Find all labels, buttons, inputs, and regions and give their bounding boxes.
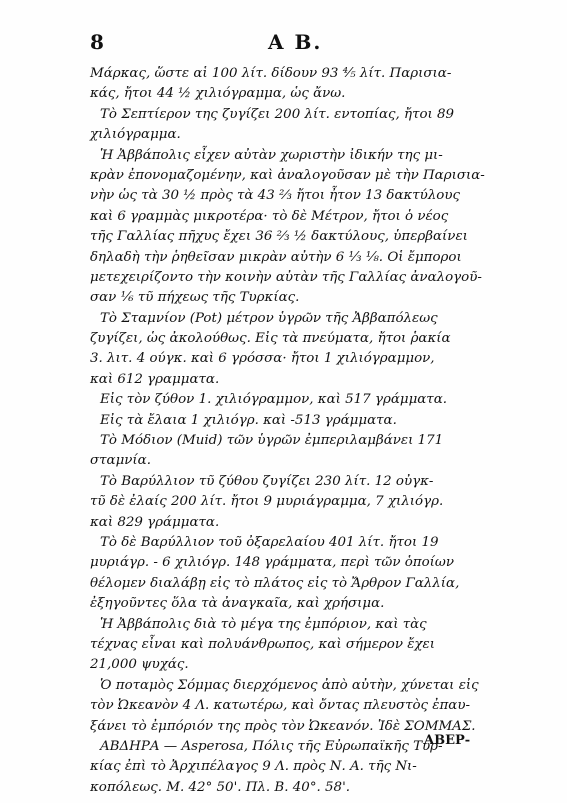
text-line: σαν ⅙ τῦ πήχεως τῆς Τυρκίας. <box>90 290 300 306</box>
text-line: Τὸ Μόδιον (Muid) τῶν ὑγρῶν ἐμπεριλαμβάνει 171 <box>100 433 444 449</box>
text-line: Ἡ Ἀββάπολις εἶχεν αὐτὰν χωριστὴν ἰδικήν της μι- <box>100 147 443 163</box>
text-line: νὴν ὡς τὰ 30 ½ πρὸς τὰ 43 ⅔ ἤτοι ἦτον 13 δακτύλους <box>90 188 461 204</box>
text-line: χιλιόγραμμα. <box>90 127 181 143</box>
text-line: ζυγίζει, ὡς ἀκολούθως. Εἰς τὰ πνεύματα, ἤτοι ῥακία <box>90 331 451 347</box>
text-line: μετεχειρίζοντο τὴν κοινὴν αὐτὰν τῆς Γαλλίας ἀναλογοῦ- <box>90 269 482 285</box>
text-line: κοπόλεως. Μ. 42° 50'. Πλ. Β. 40°. 58'. <box>90 779 351 795</box>
text-line: τέχνας εἶναι καὶ πολυάνθρωπος, καὶ σήμερον ἔχει <box>90 636 435 652</box>
page-number: 8 <box>90 30 104 54</box>
text-line: Εἰς τὰ ἔλαια 1 χιλιόγρ. καὶ -513 γράμματα. <box>100 412 397 428</box>
text-line: μυριάγρ. - 6 χιλιόγρ. 148 γράμματα, περὶ τῶν ὁποίων <box>90 555 454 571</box>
text-line: Μάρκας, ὥστε αἱ 100 λίτ. δίδουν 93 ⅘ λίτ. Παρισια- <box>90 66 452 81</box>
text-line: καὶ 6 γραμμὰς μικροτέρα· τὸ δὲ Μέτρον, ἤτοι ὁ νέος <box>90 208 449 224</box>
catchword: ΑΒΕΡ- <box>424 733 471 748</box>
text-line: Ὁ ποταμὸς Σόμμας διερχόμενος ἀπὸ αὐτὴν, χύνεται εἰς <box>100 677 479 693</box>
text-line: ΑΒΔΗΡΑ — Asperosa, Πόλις τῆς Εὐρωπαϊκῆς Τυρ- <box>100 738 443 754</box>
page-header <box>90 30 510 60</box>
running-head: Α Β. <box>268 30 323 54</box>
text-line: κάς, ἤτοι 44 ½ χιλιόγραμμα, ὡς ἄνω. <box>90 86 346 102</box>
text-line: σταμνία. <box>90 453 151 469</box>
text-line: Εἰς τὸν ζύθον 1. χιλιόγραμμον, καὶ 517 γράμματα. <box>100 392 448 408</box>
text-line: θέλομεν διαλάβῃ εἰς τὸ πλάτος εἰς τὸ Ἄρθρον Γαλλία, <box>90 575 460 591</box>
text-line: Ἡ Ἀββάπολις διὰ τὸ μέγα της ἐμπόριον, καὶ τὰς <box>100 616 427 632</box>
text-line: Τὸ Σταμνίον (Pot) μέτρον ὑγρῶν τῆς Ἀββαπόλεως <box>100 310 438 326</box>
text-line: ξάνει τὸ ἐμπόριόν της πρὸς τὸν Ὠκεανόν. Ἰδὲ ΣΟΜΜΑΣ. <box>90 718 476 734</box>
text-line: δηλαδὴ τὴν ῥηθεῖσαν μικρὰν αὐτὴν 6 ⅓ ⅛. Οἱ ἔμποροι <box>90 249 462 265</box>
text-line: Τὸ δὲ Βαρύλλιον τοῦ ὀξαρελαίου 401 λίτ. ἤτοι 19 <box>100 534 439 550</box>
text-line: Τὸ Σεπτίερον της ζυγίζει 200 λίτ. εντοπίας, ἤτοι 89 <box>100 106 455 122</box>
text-line: Τὸ Βαρύλλιον τῦ ζύθου ζυγίζει 230 λίτ. 12 οὐγκ- <box>100 473 434 489</box>
text-line: 3. λιτ. 4 ούγκ. καὶ 6 γρόσσα· ἤτοι 1 χιλιόγραμμον, <box>90 351 435 367</box>
text-line: καὶ 612 γραμματα. <box>90 371 220 387</box>
page-body <box>90 64 502 798</box>
text-line: τῆς Γαλλίας πῆχυς ἔχει 36 ⅔ ½ δακτύλους, ὑπερβαίνει <box>90 229 468 245</box>
text-line: κρὰν ἐπονομαζομένην, καὶ ἀναλογοῦσαν μὲ τὴν Παρισια- <box>90 167 485 183</box>
text-line: 21,000 ψυχάς. <box>90 657 189 673</box>
text-line: καὶ 829 γράμματα. <box>90 514 220 530</box>
text-line: κίας ἐπὶ τὸ Ἀρχιπέλαγος 9 Λ. πρὸς Ν. Α. τῆς Νι- <box>90 759 417 775</box>
text-line: τῦ δὲ ἐλαίς 200 λίτ. ἤτοι 9 μυριάγραμμα, 7 χιλιόγρ. <box>90 494 444 510</box>
text-line: τὸν Ὠκεανὸν 4 Λ. κατωτέρω, καὶ ὄντας πλευστὸς ἐπαυ- <box>90 698 470 714</box>
text-line: ἐξηγοῦντες ὅλα τὰ ἀναγκαῖα, καὶ χρήσιμα. <box>90 596 385 612</box>
